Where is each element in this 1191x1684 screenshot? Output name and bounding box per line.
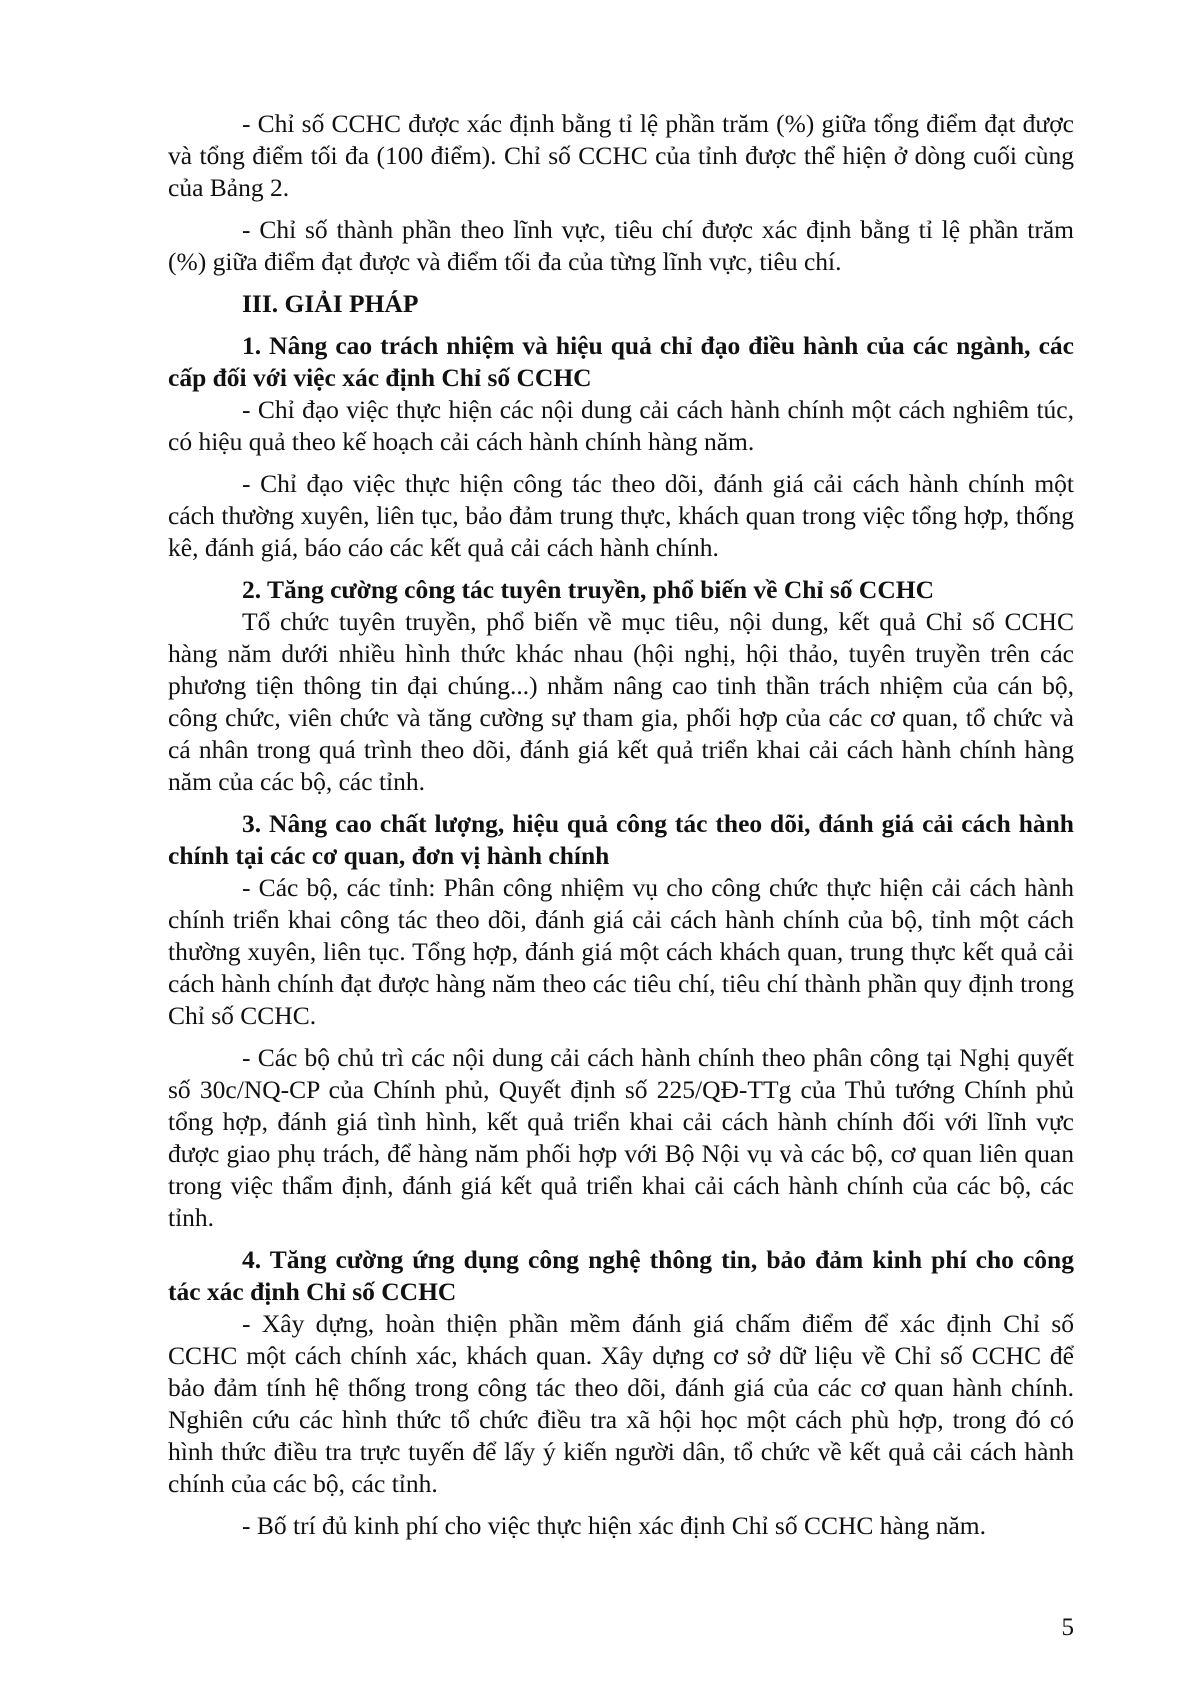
subsection-heading-4: 4. Tăng cường ứng dụng công nghệ thông tin, bảo đảm kinh phí cho công tác xác định Chỉ số CCHC: [168, 1245, 1074, 1306]
paragraph: - Xây dựng, hoàn thiện phần mềm đánh giá chấm điểm để xác định Chỉ số CCHC một cách chính xác, khách quan. Xây dựng cơ sở dữ liệu về Chỉ số CCHC để bảo đảm tính hệ thống trong công tác theo dõi, đánh giá của các cơ quan hành chính. Nghiên cứu các hình thức tổ chức điều tra xã hội học một cách phù hợp, trong đó có hình thức điều tra trực tuyến để lấy ý kiến người dân, tổ chức về kết quả cải cách hành chính của các bộ, các tỉnh.: [168, 1309, 1074, 1498]
document-page: [168, 108, 1074, 1542]
paragraph: - Chỉ số CCHC được xác định bằng tỉ lệ phần trăm (%) giữa tổng điểm đạt được và tổng điểm tối đa (100 điểm). Chỉ số CCHC của tỉnh được thể hiện ở dòng cuối cùng của Bảng 2.: [168, 109, 1074, 202]
paragraph: - Các bộ chủ trì các nội dung cải cách hành chính theo phân công tại Nghị quyết số 30c/NQ-CP của Chính phủ, Quyết định số 225/QĐ-TTg của Thủ tướng Chính phủ tổng hợp, đánh giá tình hình, kết quả triển khai cải cách hành chính đối với lĩnh vực được giao phụ trách, để hàng năm phối hợp với Bộ Nội vụ và các bộ, cơ quan liên quan trong việc thẩm định, đánh giá kết quả triển khai cải cách hành chính của các bộ, các tỉnh.: [168, 1043, 1074, 1232]
paragraph: - Chỉ đạo việc thực hiện các nội dung cải cách hành chính một cách nghiêm túc, có hiệu quả theo kế hoạch cải cách hành chính hàng năm.: [168, 395, 1074, 456]
paragraph: - Các bộ, các tỉnh: Phân công nhiệm vụ cho công chức thực hiện cải cách hành chính triển khai công tác theo dõi, đánh giá cải cách hành chính của bộ, tỉnh một cách thường xuyên, liên tục. Tổng hợp, đánh giá một cách khách quan, trung thực kết quả cải cách hành chính đạt được hàng năm theo các tiêu chí, tiêu chí thành phần quy định trong Chỉ số CCHC.: [168, 873, 1074, 1030]
subsection-heading-1: 1. Nâng cao trách nhiệm và hiệu quả chỉ đạo điều hành của các ngành, các cấp đối với việc xác định Chỉ số CCHC: [168, 331, 1074, 392]
paragraph: - Chỉ số thành phần theo lĩnh vực, tiêu chí được xác định bằng tỉ lệ phần trăm (%) giữa điểm đạt được và điểm tối đa của từng lĩnh vực, tiêu chí.: [168, 215, 1074, 276]
paragraph: Tổ chức tuyên truyền, phổ biến về mục tiêu, nội dung, kết quả Chỉ số CCHC hàng năm dưới nhiều hình thức khác nhau (hội nghị, hội thảo, tuyên truyền trên các phương tiện thông tin đại chúng...) nhằm nâng cao tinh thần trách nhiệm của cán bộ, công chức, viên chức và tăng cường sự tham gia, phối hợp của các cơ quan, tổ chức và cá nhân trong quá trình theo dõi, đánh giá kết quả triển khai cải cách hành chính hàng năm của các bộ, các tỉnh.: [168, 607, 1074, 796]
paragraph: - Bố trí đủ kinh phí cho việc thực hiện xác định Chỉ số CCHC hàng năm.: [242, 1511, 987, 1540]
page-number: 5: [1061, 1614, 1074, 1641]
subsection-heading-3: 3. Nâng cao chất lượng, hiệu quả công tác theo dõi, đánh giá cải cách hành chính tại các cơ quan, đơn vị hành chính: [168, 809, 1074, 870]
subsection-heading-2: 2. Tăng cường công tác tuyên truyền, phổ biến về Chỉ số CCHC: [242, 575, 935, 604]
paragraph: - Chỉ đạo việc thực hiện công tác theo dõi, đánh giá cải cách hành chính một cách thường xuyên, liên tục, bảo đảm trung thực, khách quan trong việc tổng hợp, thống kê, đánh giá, báo cáo các kết quả cải cách hành chính.: [168, 469, 1074, 562]
section-heading: III. GIẢI PHÁP: [242, 289, 419, 318]
